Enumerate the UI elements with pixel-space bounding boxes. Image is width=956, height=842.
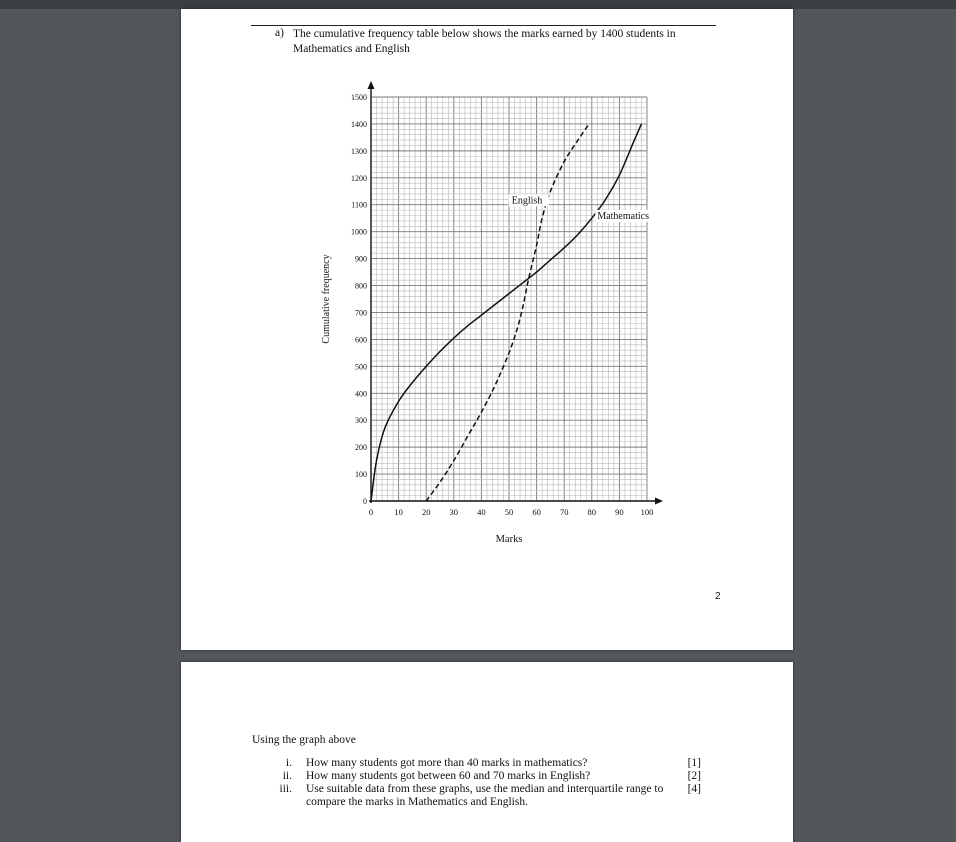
- y-tick-label: 1000: [351, 227, 367, 237]
- x-tick-label: 30: [449, 507, 459, 517]
- question-number: i.: [285, 757, 292, 769]
- x-tick-label: 90: [615, 507, 624, 517]
- question-item: [276, 770, 701, 783]
- series-label-english: English: [511, 195, 543, 207]
- x-tick-label: 100: [640, 507, 654, 517]
- question-text: How many students got between 60 and 70 marks in English?: [306, 770, 591, 782]
- x-tick-label: 80: [587, 507, 597, 517]
- cumulative-frequency-chart: [181, 9, 793, 569]
- y-tick-label: 200: [355, 443, 367, 453]
- y-tick-label: 600: [355, 335, 367, 345]
- x-axis-arrow: [655, 498, 663, 505]
- question-marks: [2]: [687, 770, 701, 782]
- y-tick-label: 400: [355, 389, 367, 399]
- question-number: ii.: [282, 770, 292, 782]
- y-axis-arrow: [368, 81, 375, 89]
- grid: [371, 97, 647, 501]
- x-tick-label: 60: [532, 507, 541, 517]
- y-tick-label: 300: [355, 416, 367, 426]
- question-item: [276, 757, 701, 770]
- x-tick-label: 10: [394, 507, 403, 517]
- y-tick-label: 1100: [351, 200, 367, 210]
- question-text: Use suitable data from these graphs, use the median and interquartile range to compare the marks in Mathematics and English.: [306, 783, 664, 808]
- question-text: The cumulative frequency table below shows the marks earned by 1400 students in Mathematics and English: [293, 28, 676, 55]
- question-marks: [1]: [687, 757, 701, 769]
- document-page-2: [181, 662, 793, 842]
- y-tick-label: 0: [363, 497, 367, 506]
- document-page-1: [181, 9, 793, 650]
- series-label-mathematics: Mathematics: [597, 211, 649, 223]
- y-tick-label: 800: [355, 281, 367, 291]
- x-tick-label: 40: [477, 507, 486, 517]
- question-marks: [4]: [687, 783, 701, 795]
- y-tick-label: 1500: [351, 93, 367, 102]
- x-tick-label: 70: [559, 507, 569, 517]
- y-tick-label: 900: [355, 254, 367, 264]
- question-text: How many students got more than 40 marks in mathematics?: [306, 757, 588, 769]
- y-tick-label: 1300: [351, 146, 367, 156]
- question-item: [276, 783, 701, 809]
- x-tick-label: 20: [421, 507, 431, 517]
- x-tick-label: 0: [368, 507, 374, 517]
- y-tick-label: 1400: [351, 119, 367, 129]
- page-number: 2: [715, 591, 721, 602]
- question-label: a): [275, 27, 284, 39]
- y-tick-label: 500: [355, 362, 367, 372]
- y-axis-label: Cumulative frequency: [321, 254, 332, 344]
- y-tick-label: 700: [355, 308, 367, 318]
- y-tick-label: 100: [355, 470, 367, 480]
- y-tick-label: 1200: [351, 173, 367, 183]
- questions-intro: Using the graph above: [252, 734, 356, 746]
- viewer-toolbar: [0, 0, 956, 9]
- question-list: [276, 757, 701, 809]
- question-number: iii.: [279, 783, 292, 795]
- x-tick-label: 50: [504, 507, 514, 517]
- x-axis-label: Marks: [495, 534, 523, 545]
